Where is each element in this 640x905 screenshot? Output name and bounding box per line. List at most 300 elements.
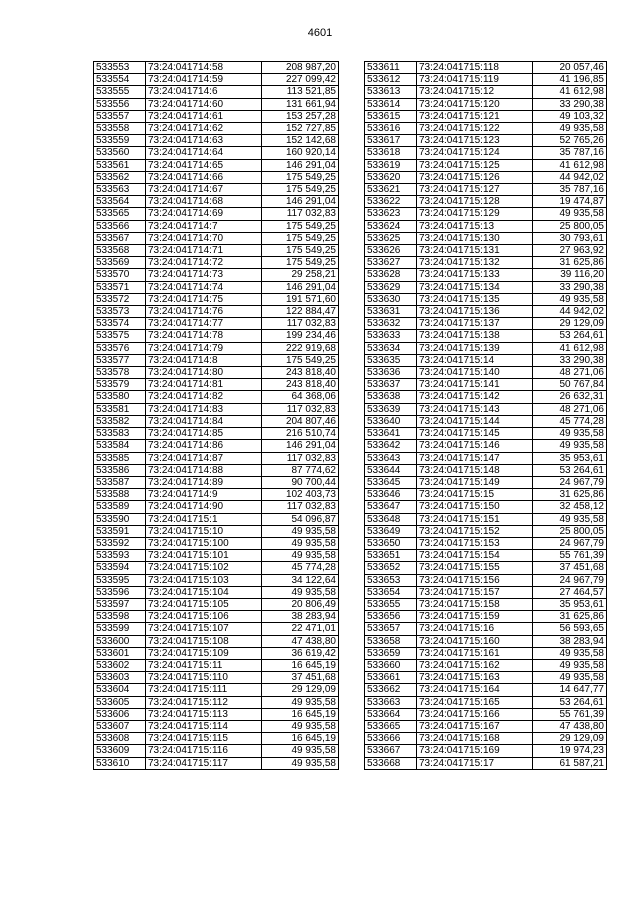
- table-row: [365, 354, 607, 366]
- record-number-cell: 533628: [365, 269, 417, 281]
- record-number-cell: 533646: [365, 489, 417, 501]
- cadastral-number-cell: 73:24:041715:121: [417, 110, 533, 122]
- cadastral-number-cell: 73:24:041715:125: [417, 159, 533, 171]
- cadastral-number-cell: 73:24:041714:67: [146, 184, 262, 196]
- value-cell: 61 587,21: [533, 757, 607, 769]
- cadastral-number-cell: 73:24:041714:73: [146, 269, 262, 281]
- value-cell: 31 625,86: [533, 489, 607, 501]
- value-cell: 55 761,39: [533, 708, 607, 720]
- value-cell: 49 935,58: [533, 513, 607, 525]
- cadastral-number-cell: 73:24:041714:87: [146, 452, 262, 464]
- cadastral-number-cell: 73:24:041715:163: [417, 672, 533, 684]
- cadastral-number-cell: 73:24:041715:117: [146, 757, 262, 769]
- record-number-cell: 533622: [365, 196, 417, 208]
- cadastral-number-cell: 73:24:041715:118: [417, 62, 533, 74]
- record-number-cell: 533631: [365, 306, 417, 318]
- record-number-cell: 533638: [365, 391, 417, 403]
- value-cell: 41 196,85: [533, 74, 607, 86]
- table-row: [94, 672, 339, 684]
- table-row: [365, 464, 607, 476]
- record-number-cell: 533650: [365, 537, 417, 549]
- table-row: [94, 147, 339, 159]
- record-number-cell: 533654: [365, 586, 417, 598]
- value-cell: 29 129,09: [533, 733, 607, 745]
- record-number-cell: 533661: [365, 672, 417, 684]
- value-cell: 49 935,58: [262, 550, 339, 562]
- record-number-cell: 533589: [94, 501, 146, 513]
- value-cell: 41 612,98: [533, 86, 607, 98]
- table-row: [94, 659, 339, 671]
- record-number-cell: 533625: [365, 232, 417, 244]
- value-cell: 38 283,94: [533, 635, 607, 647]
- table-row: [94, 171, 339, 183]
- record-number-cell: 533666: [365, 733, 417, 745]
- value-cell: 20 806,49: [262, 598, 339, 610]
- value-cell: 19 974,23: [533, 745, 607, 757]
- table-row: [365, 135, 607, 147]
- value-cell: 122 884,47: [262, 306, 339, 318]
- cadastral-number-cell: 73:24:041715:133: [417, 269, 533, 281]
- table-row: [365, 757, 607, 769]
- cadastral-number-cell: 73:24:041714:9: [146, 489, 262, 501]
- table-row: [94, 562, 339, 574]
- table-row: [94, 757, 339, 769]
- cadastral-number-cell: 73:24:041715:159: [417, 611, 533, 623]
- cadastral-number-cell: 73:24:041715:155: [417, 562, 533, 574]
- value-cell: 49 935,58: [533, 293, 607, 305]
- record-number-cell: 533565: [94, 208, 146, 220]
- record-number-cell: 533591: [94, 525, 146, 537]
- record-number-cell: 533575: [94, 330, 146, 342]
- record-number-cell: 533587: [94, 476, 146, 488]
- table-row: [365, 659, 607, 671]
- record-number-cell: 533554: [94, 74, 146, 86]
- value-cell: 49 935,58: [262, 720, 339, 732]
- record-number-cell: 533637: [365, 379, 417, 391]
- table-row: [365, 513, 607, 525]
- value-cell: 146 291,04: [262, 196, 339, 208]
- record-number-cell: 533558: [94, 123, 146, 135]
- value-cell: 22 471,01: [262, 623, 339, 635]
- record-number-cell: 533563: [94, 184, 146, 196]
- value-cell: 35 953,61: [533, 598, 607, 610]
- value-cell: 47 438,80: [262, 635, 339, 647]
- table-row: [94, 403, 339, 415]
- cadastral-number-cell: 73:24:041714:8: [146, 354, 262, 366]
- table-row: [94, 708, 339, 720]
- table-row: [94, 598, 339, 610]
- value-cell: 45 774,28: [533, 415, 607, 427]
- record-number-cell: 533653: [365, 574, 417, 586]
- table-row: [365, 245, 607, 257]
- cadastral-number-cell: 73:24:041715:111: [146, 684, 262, 696]
- value-cell: 175 549,25: [262, 184, 339, 196]
- value-cell: 36 619,42: [262, 647, 339, 659]
- record-number-cell: 533623: [365, 208, 417, 220]
- table-row: [365, 123, 607, 135]
- cadastral-number-cell: 73:24:041715:11: [146, 659, 262, 671]
- table-row: [365, 428, 607, 440]
- value-cell: 56 593,65: [533, 623, 607, 635]
- record-number-cell: 533566: [94, 220, 146, 232]
- value-cell: 175 549,25: [262, 354, 339, 366]
- record-number-cell: 533626: [365, 245, 417, 257]
- record-number-cell: 533604: [94, 684, 146, 696]
- value-cell: 222 919,68: [262, 342, 339, 354]
- cadastral-number-cell: 73:24:041714:84: [146, 415, 262, 427]
- record-number-cell: 533556: [94, 98, 146, 110]
- value-cell: 35 787,16: [533, 147, 607, 159]
- value-cell: 31 625,86: [533, 257, 607, 269]
- left-register-table: [93, 61, 339, 770]
- record-number-cell: 533618: [365, 147, 417, 159]
- cadastral-number-cell: 73:24:041714:82: [146, 391, 262, 403]
- record-number-cell: 533601: [94, 647, 146, 659]
- table-row: [94, 196, 339, 208]
- cadastral-number-cell: 73:24:041715:136: [417, 306, 533, 318]
- value-cell: 191 571,60: [262, 293, 339, 305]
- table-row: [365, 684, 607, 696]
- cadastral-number-cell: 73:24:041715:140: [417, 367, 533, 379]
- cadastral-number-cell: 73:24:041715:12: [417, 86, 533, 98]
- record-number-cell: 533656: [365, 611, 417, 623]
- table-row: [365, 696, 607, 708]
- value-cell: 50 767,84: [533, 379, 607, 391]
- record-number-cell: 533617: [365, 135, 417, 147]
- record-number-cell: 533636: [365, 367, 417, 379]
- cadastral-number-cell: 73:24:041715:15: [417, 489, 533, 501]
- table-row: [94, 269, 339, 281]
- cadastral-number-cell: 73:24:041715:122: [417, 123, 533, 135]
- cadastral-number-cell: 73:24:041714:66: [146, 171, 262, 183]
- record-number-cell: 533639: [365, 403, 417, 415]
- cadastral-number-cell: 73:24:041715:147: [417, 452, 533, 464]
- record-number-cell: 533567: [94, 232, 146, 244]
- value-cell: 53 264,61: [533, 330, 607, 342]
- record-number-cell: 533561: [94, 159, 146, 171]
- value-cell: 48 271,06: [533, 403, 607, 415]
- table-row: [365, 440, 607, 452]
- record-number-cell: 533648: [365, 513, 417, 525]
- cadastral-number-cell: 73:24:041715:101: [146, 550, 262, 562]
- value-cell: 49 935,58: [533, 208, 607, 220]
- table-row: [365, 257, 607, 269]
- table-row: [365, 745, 607, 757]
- record-number-cell: 533652: [365, 562, 417, 574]
- table-row: [365, 342, 607, 354]
- value-cell: 117 032,83: [262, 318, 339, 330]
- cadastral-number-cell: 73:24:041715:166: [417, 708, 533, 720]
- value-cell: 49 103,32: [533, 110, 607, 122]
- table-row: [365, 501, 607, 513]
- value-cell: 199 234,46: [262, 330, 339, 342]
- record-number-cell: 533588: [94, 489, 146, 501]
- value-cell: 146 291,04: [262, 440, 339, 452]
- value-cell: 16 645,19: [262, 659, 339, 671]
- record-number-cell: 533605: [94, 696, 146, 708]
- record-number-cell: 533662: [365, 684, 417, 696]
- cadastral-number-cell: 73:24:041714:70: [146, 232, 262, 244]
- table-row: [94, 635, 339, 647]
- cadastral-number-cell: 73:24:041715:114: [146, 720, 262, 732]
- table-row: [365, 489, 607, 501]
- cadastral-number-cell: 73:24:041715:151: [417, 513, 533, 525]
- value-cell: 16 645,19: [262, 708, 339, 720]
- cadastral-number-cell: 73:24:041715:142: [417, 391, 533, 403]
- cadastral-number-cell: 73:24:041715:144: [417, 415, 533, 427]
- table-row: [365, 391, 607, 403]
- value-cell: 32 458,12: [533, 501, 607, 513]
- cadastral-number-cell: 73:24:041715:105: [146, 598, 262, 610]
- cadastral-number-cell: 73:24:041715:148: [417, 464, 533, 476]
- record-number-cell: 533663: [365, 696, 417, 708]
- table-row: [365, 550, 607, 562]
- cadastral-number-cell: 73:24:041715:124: [417, 147, 533, 159]
- cadastral-number-cell: 73:24:041714:78: [146, 330, 262, 342]
- record-number-cell: 533593: [94, 550, 146, 562]
- table-row: [365, 537, 607, 549]
- table-row: [94, 611, 339, 623]
- table-row: [94, 720, 339, 732]
- record-number-cell: 533645: [365, 476, 417, 488]
- record-number-cell: 533642: [365, 440, 417, 452]
- cadastral-number-cell: 73:24:041715:156: [417, 574, 533, 586]
- value-cell: 38 283,94: [262, 611, 339, 623]
- table-row: [94, 208, 339, 220]
- cadastral-number-cell: 73:24:041714:76: [146, 306, 262, 318]
- cadastral-number-cell: 73:24:041715:104: [146, 586, 262, 598]
- value-cell: 117 032,83: [262, 208, 339, 220]
- value-cell: 152 142,68: [262, 135, 339, 147]
- record-number-cell: 533594: [94, 562, 146, 574]
- value-cell: 37 451,68: [533, 562, 607, 574]
- cadastral-number-cell: 73:24:041715:106: [146, 611, 262, 623]
- record-number-cell: 533572: [94, 293, 146, 305]
- table-row: [94, 86, 339, 98]
- record-number-cell: 533599: [94, 623, 146, 635]
- value-cell: 175 549,25: [262, 245, 339, 257]
- value-cell: 30 793,61: [533, 232, 607, 244]
- value-cell: 29 258,21: [262, 269, 339, 281]
- table-row: [94, 440, 339, 452]
- record-number-cell: 533573: [94, 306, 146, 318]
- record-number-cell: 533597: [94, 598, 146, 610]
- value-cell: 35 953,61: [533, 452, 607, 464]
- record-number-cell: 533630: [365, 293, 417, 305]
- cadastral-number-cell: 73:24:041714:80: [146, 367, 262, 379]
- table-row: [365, 293, 607, 305]
- cadastral-number-cell: 73:24:041715:145: [417, 428, 533, 440]
- record-number-cell: 533585: [94, 452, 146, 464]
- cadastral-number-cell: 73:24:041715:169: [417, 745, 533, 757]
- cadastral-number-cell: 73:24:041715:160: [417, 635, 533, 647]
- record-number-cell: 533633: [365, 330, 417, 342]
- record-number-cell: 533620: [365, 171, 417, 183]
- value-cell: 41 612,98: [533, 159, 607, 171]
- table-row: [94, 306, 339, 318]
- record-number-cell: 533569: [94, 257, 146, 269]
- table-row: [94, 293, 339, 305]
- record-number-cell: 533553: [94, 62, 146, 74]
- table-row: [94, 257, 339, 269]
- record-number-cell: 533643: [365, 452, 417, 464]
- cadastral-number-cell: 73:24:041714:69: [146, 208, 262, 220]
- record-number-cell: 533627: [365, 257, 417, 269]
- value-cell: 49 935,58: [262, 757, 339, 769]
- cadastral-number-cell: 73:24:041715:165: [417, 696, 533, 708]
- record-number-cell: 533614: [365, 98, 417, 110]
- value-cell: 146 291,04: [262, 281, 339, 293]
- table-row: [94, 501, 339, 513]
- record-number-cell: 533557: [94, 110, 146, 122]
- table-row: [365, 306, 607, 318]
- record-number-cell: 533608: [94, 733, 146, 745]
- record-number-cell: 533659: [365, 647, 417, 659]
- value-cell: 27 464,57: [533, 586, 607, 598]
- table-row: [94, 647, 339, 659]
- table-row: [94, 232, 339, 244]
- record-number-cell: 533658: [365, 635, 417, 647]
- value-cell: 48 271,06: [533, 367, 607, 379]
- table-row: [365, 330, 607, 342]
- cadastral-number-cell: 73:24:041714:88: [146, 464, 262, 476]
- record-number-cell: 533664: [365, 708, 417, 720]
- record-number-cell: 533647: [365, 501, 417, 513]
- table-row: [94, 586, 339, 598]
- table-row: [94, 98, 339, 110]
- cadastral-number-cell: 73:24:041715:161: [417, 647, 533, 659]
- value-cell: 39 116,20: [533, 269, 607, 281]
- record-number-cell: 533603: [94, 672, 146, 684]
- value-cell: 16 645,19: [262, 733, 339, 745]
- record-number-cell: 533634: [365, 342, 417, 354]
- cadastral-number-cell: 73:24:041715:134: [417, 281, 533, 293]
- table-row: [365, 367, 607, 379]
- table-row: [365, 110, 607, 122]
- value-cell: 44 942,02: [533, 171, 607, 183]
- cadastral-number-cell: 73:24:041714:74: [146, 281, 262, 293]
- table-row: [365, 74, 607, 86]
- cadastral-number-cell: 73:24:041715:100: [146, 537, 262, 549]
- table-row: [94, 159, 339, 171]
- cadastral-number-cell: 73:24:041714:58: [146, 62, 262, 74]
- record-number-cell: 533616: [365, 123, 417, 135]
- record-number-cell: 533607: [94, 720, 146, 732]
- table-row: [94, 135, 339, 147]
- value-cell: 131 661,94: [262, 98, 339, 110]
- value-cell: 54 096,87: [262, 513, 339, 525]
- value-cell: 33 290,38: [533, 281, 607, 293]
- value-cell: 204 807,46: [262, 415, 339, 427]
- cadastral-number-cell: 73:24:041715:109: [146, 647, 262, 659]
- value-cell: 49 935,58: [262, 525, 339, 537]
- table-row: [365, 525, 607, 537]
- table-row: [94, 342, 339, 354]
- table-row: [94, 123, 339, 135]
- record-number-cell: 533635: [365, 354, 417, 366]
- table-row: [365, 220, 607, 232]
- record-number-cell: 533611: [365, 62, 417, 74]
- cadastral-number-cell: 73:24:041715:103: [146, 574, 262, 586]
- value-cell: 25 800,05: [533, 220, 607, 232]
- table-row: [94, 415, 339, 427]
- value-cell: 49 935,58: [533, 647, 607, 659]
- value-cell: 24 967,79: [533, 574, 607, 586]
- cadastral-number-cell: 73:24:041714:6: [146, 86, 262, 98]
- cadastral-number-cell: 73:24:041714:81: [146, 379, 262, 391]
- cadastral-number-cell: 73:24:041714:64: [146, 147, 262, 159]
- table-row: [365, 672, 607, 684]
- record-number-cell: 533580: [94, 391, 146, 403]
- value-cell: 37 451,68: [262, 672, 339, 684]
- record-number-cell: 533596: [94, 586, 146, 598]
- cadastral-number-cell: 73:24:041714:68: [146, 196, 262, 208]
- cadastral-number-cell: 73:24:041715:152: [417, 525, 533, 537]
- cadastral-number-cell: 73:24:041715:150: [417, 501, 533, 513]
- cadastral-number-cell: 73:24:041715:153: [417, 537, 533, 549]
- cadastral-number-cell: 73:24:041715:119: [417, 74, 533, 86]
- table-row: [94, 464, 339, 476]
- record-number-cell: 533619: [365, 159, 417, 171]
- record-number-cell: 533644: [365, 464, 417, 476]
- table-row: [94, 489, 339, 501]
- table-row: [365, 196, 607, 208]
- value-cell: 35 787,16: [533, 184, 607, 196]
- table-row: [365, 98, 607, 110]
- record-number-cell: 533624: [365, 220, 417, 232]
- cadastral-number-cell: 73:24:041715:110: [146, 672, 262, 684]
- value-cell: 24 967,79: [533, 537, 607, 549]
- record-number-cell: 533581: [94, 403, 146, 415]
- record-number-cell: 533564: [94, 196, 146, 208]
- table-row: [365, 708, 607, 720]
- cadastral-number-cell: 73:24:041715:123: [417, 135, 533, 147]
- cadastral-number-cell: 73:24:041715:102: [146, 562, 262, 574]
- value-cell: 29 129,09: [533, 318, 607, 330]
- record-number-cell: 533606: [94, 708, 146, 720]
- table-row: [94, 513, 339, 525]
- value-cell: 44 942,02: [533, 306, 607, 318]
- table-row: [94, 537, 339, 549]
- cadastral-number-cell: 73:24:041715:113: [146, 708, 262, 720]
- value-cell: 53 264,61: [533, 696, 607, 708]
- cadastral-number-cell: 73:24:041715:120: [417, 98, 533, 110]
- record-number-cell: 533632: [365, 318, 417, 330]
- value-cell: 49 935,58: [533, 659, 607, 671]
- cadastral-number-cell: 73:24:041715:107: [146, 623, 262, 635]
- table-row: [365, 403, 607, 415]
- cadastral-number-cell: 73:24:041715:141: [417, 379, 533, 391]
- cadastral-number-cell: 73:24:041714:65: [146, 159, 262, 171]
- record-number-cell: 533657: [365, 623, 417, 635]
- record-number-cell: 533562: [94, 171, 146, 183]
- value-cell: 152 727,85: [262, 123, 339, 135]
- cadastral-number-cell: 73:24:041715:108: [146, 635, 262, 647]
- cadastral-number-cell: 73:24:041715:112: [146, 696, 262, 708]
- cadastral-number-cell: 73:24:041714:60: [146, 98, 262, 110]
- table-row: [94, 281, 339, 293]
- cadastral-number-cell: 73:24:041715:116: [146, 745, 262, 757]
- value-cell: 160 920,14: [262, 147, 339, 159]
- table-row: [94, 476, 339, 488]
- table-row: [94, 733, 339, 745]
- record-number-cell: 533559: [94, 135, 146, 147]
- table-row: [365, 586, 607, 598]
- value-cell: 117 032,83: [262, 452, 339, 464]
- record-number-cell: 533651: [365, 550, 417, 562]
- value-cell: 29 129,09: [262, 684, 339, 696]
- value-cell: 53 264,61: [533, 464, 607, 476]
